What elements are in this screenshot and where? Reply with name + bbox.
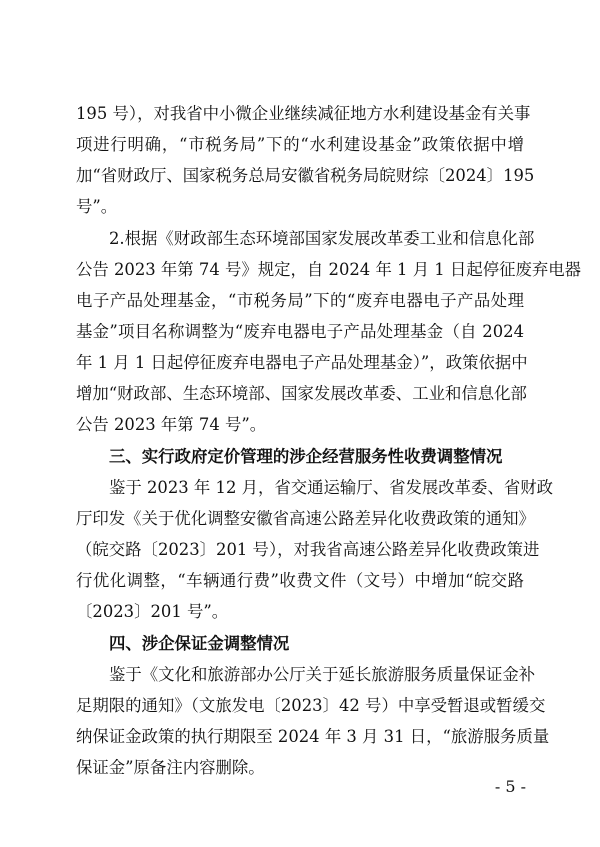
paragraph-4-line-2: 足期限的通知》（文旅发电〔2023〕42 号）中享受暂退或暂缓交 bbox=[76, 696, 546, 715]
paragraph-3-line-5: 〔2023〕201 号”。 bbox=[76, 602, 229, 621]
paragraph-4-line-3: 纳保证金政策的执行期限至 2024 年 3 月 31 日，“旅游服务质量 bbox=[76, 727, 550, 746]
paragraph-2-line-5: 年 1 月 1 日起停征废弃电器电子产品处理基金）”，政策依据中 bbox=[76, 353, 528, 372]
paragraph-2-line-3: 电子产品处理基金，“市税务局”下的“废弃电器电子产品处理 bbox=[76, 291, 524, 310]
paragraph-3-line-4: 行优化调整，“车辆通行费”收费文件（文号）中增加“皖交路 bbox=[76, 571, 524, 590]
section-heading-3: 三、实行政府定价管理的涉企经营服务性收费调整情况 bbox=[109, 447, 503, 466]
paragraph-4-line-4: 保证金”原备注内容删除。 bbox=[76, 758, 265, 777]
paragraph-1-line-4: 号”。 bbox=[76, 197, 118, 216]
paragraph-1-line-3: 加“省财政厅、国家税务总局安徽省税务局皖财综〔2024〕195 bbox=[76, 166, 535, 185]
paragraph-2-line-7: 公告 2023 年第 74 号”。 bbox=[76, 415, 267, 434]
paragraph-3-line-2: 厅印发《关于优化调整安徽省高速公路差异化收费政策的通知》 bbox=[76, 509, 535, 528]
section-heading-4: 四、涉企保证金调整情况 bbox=[109, 634, 290, 653]
paragraph-1-line-1: 195 号），对我省中小微企业继续减征地方水利建设基金有关事 bbox=[76, 104, 531, 123]
paragraph-3-line-1: 鉴于 2023 年 12 月，省交通运输厅、省发展改革委、省财政 bbox=[109, 478, 554, 497]
paragraph-2-line-1: 2.根据《财政部生态环境部国家发展改革委工业和信息化部 bbox=[109, 229, 535, 248]
paragraph-4-line-1: 鉴于《文化和旅游部办公厅关于延长旅游服务质量保证金补 bbox=[109, 665, 536, 684]
paragraph-2-line-6: 增加“财政部、生态环境部、国家发展改革委、工业和信息化部 bbox=[76, 384, 527, 403]
paragraph-1-line-2: 项进行明确，“市税务局”下的“水利建设基金”政策依据中增 bbox=[76, 135, 524, 154]
paragraph-2-line-2: 公告 2023 年第 74 号》规定，自 2024 年 1 月 1 日起停征废弃电器 bbox=[76, 260, 582, 279]
paragraph-3-line-3: （皖交路〔2023〕201 号），对我省高速公路差异化收费政策进 bbox=[76, 540, 540, 559]
page-number: - 5 - bbox=[494, 777, 526, 796]
paragraph-2-line-4: 基金”项目名称调整为“废弃电器电子产品处理基金（自 2024 bbox=[76, 322, 524, 341]
